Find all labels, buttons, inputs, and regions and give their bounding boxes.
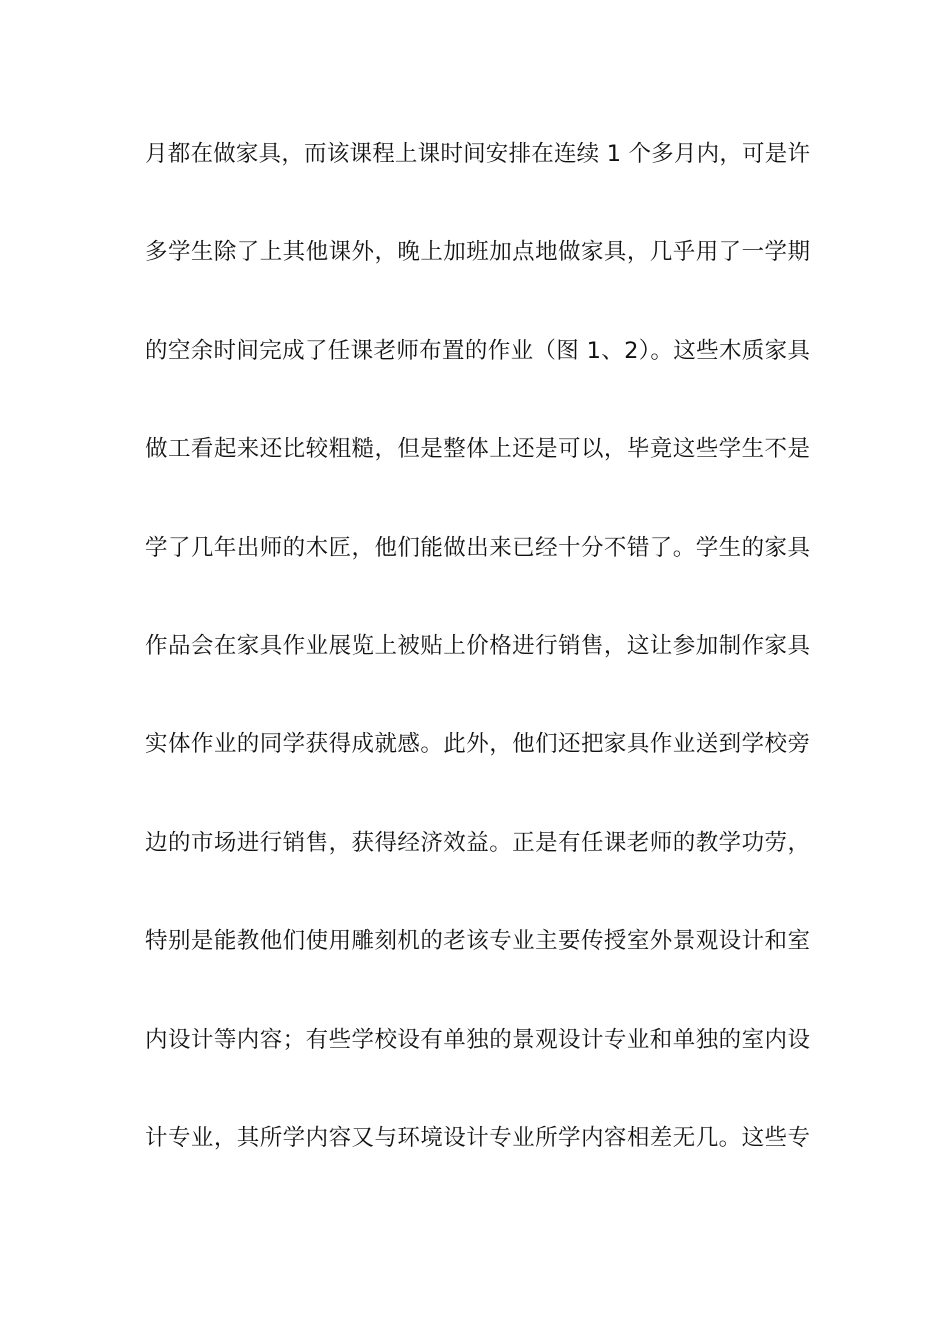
text-line: 做工看起来还比较粗糙，但是整体上还是可以，毕竟这些学生不是 xyxy=(145,436,810,463)
text-line: 作品会在家具作业展览上被贴上价格进行销售，这让参加制作家具 xyxy=(145,632,810,659)
text-line: 特别是能教他们使用雕刻机的老该专业主要传授室外景观设计和室 xyxy=(145,928,810,955)
text-line: 月都在做家具，而该课程上课时间安排在连续 1 个多月内，可是许 xyxy=(145,141,810,167)
text-line: 内设计等内容；有些学校设有单独的景观设计专业和单独的室内设 xyxy=(145,1026,810,1053)
body-text xyxy=(145,131,810,1213)
text-line: 边的市场进行销售，获得经济效益。正是有任课老师的教学功劳， xyxy=(145,829,810,856)
text-line: 的空余时间完成了任课老师布置的作业（图 1、2）。这些木质家具 xyxy=(145,337,810,364)
text-line: 计专业，其所学内容又与环境设计专业所学内容相差无几。这些专 xyxy=(145,1124,810,1151)
text-line: 多学生除了上其他课外，晚上加班加点地做家具，几乎用了一学期 xyxy=(145,239,810,266)
text-line: 学了几年出师的木匠，他们能做出来已经十分不错了。学生的家具 xyxy=(145,534,810,561)
text-line: 实体作业的同学获得成就感。此外，他们还把家具作业送到学校旁 xyxy=(145,731,810,758)
